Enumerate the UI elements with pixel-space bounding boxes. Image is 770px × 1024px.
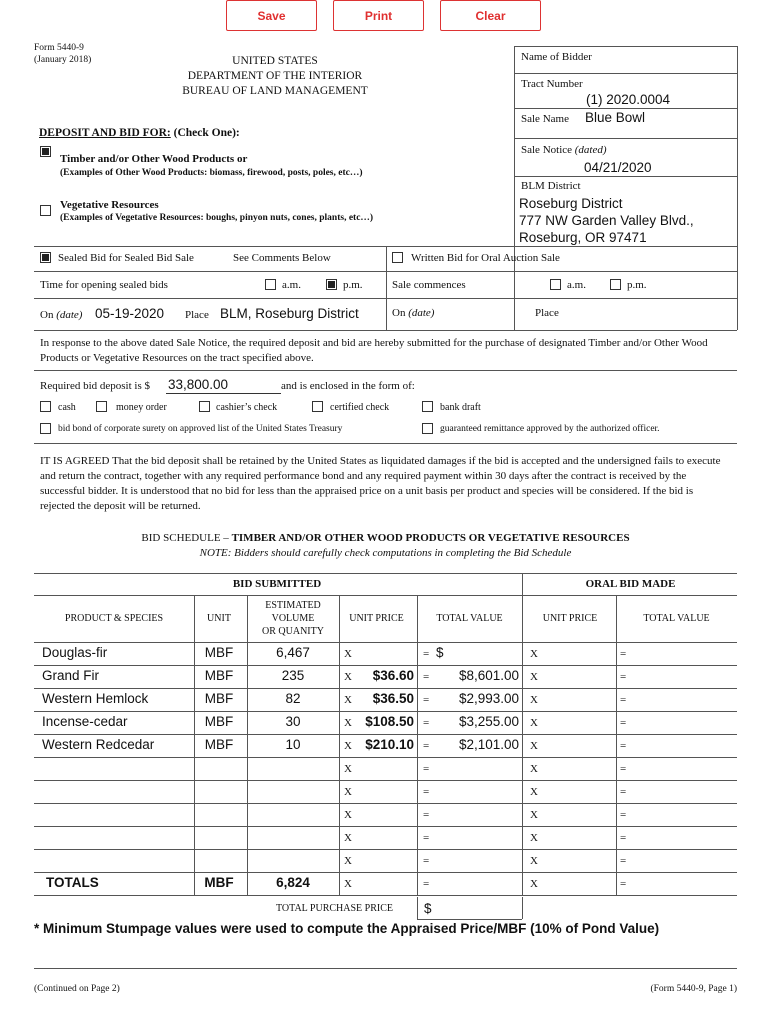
- unit-price-cell[interactable]: $36.60: [372, 668, 414, 683]
- sealed-am-label: a.m.: [282, 279, 301, 291]
- oral-equals-mark: =: [620, 832, 627, 844]
- sealed-am-checkbox[interactable]: [265, 279, 276, 290]
- sale-notice-date-field[interactable]: 04/21/2020: [584, 160, 652, 175]
- schedule-title: BID SCHEDULE – TIMBER AND/OR OTHER WOOD PRODUCTS OR VEGETATIVE RESOURCES: [141, 532, 630, 544]
- sale-commences-label: Sale commences: [392, 279, 466, 291]
- col-oral-unit-price: UNIT PRICE: [542, 613, 598, 624]
- total-purchase-label: TOTAL PURCHASE PRICE: [276, 903, 393, 914]
- sale-notice-label: Sale Notice (dated): [521, 144, 607, 156]
- vegetative-label: Vegetative Resources: [60, 199, 159, 211]
- print-button[interactable]: Print: [333, 0, 424, 31]
- equals-mark: =: [423, 855, 430, 867]
- species-cell[interactable]: Douglas-fir: [42, 645, 108, 660]
- bank-draft-checkbox[interactable]: [422, 401, 433, 412]
- volume-cell[interactable]: 30: [285, 714, 301, 729]
- totals-equals-mark: =: [423, 878, 430, 890]
- page-number: (Form 5440-9, Page 1): [650, 984, 737, 994]
- unit-cell[interactable]: MBF: [204, 668, 234, 683]
- times-mark: X: [344, 740, 352, 752]
- deposit-label-pre: Required bid deposit is $: [40, 380, 150, 392]
- money-order-label: money order: [116, 402, 167, 413]
- written-place-label: Place: [535, 307, 559, 319]
- certified-check-checkbox[interactable]: [312, 401, 323, 412]
- col-oral-total-value: TOTAL VALUE: [643, 613, 710, 624]
- col-volume-2: VOLUME: [271, 613, 315, 624]
- total-value-cell[interactable]: $2,993.00: [458, 691, 519, 706]
- col-unit: UNIT: [207, 613, 231, 624]
- oral-times-mark: X: [530, 717, 538, 729]
- equals-mark: =: [423, 763, 430, 775]
- vegetative-checkbox[interactable]: [40, 205, 51, 216]
- total-value-cell[interactable]: $3,255.00: [458, 714, 519, 729]
- tract-number-field[interactable]: (1) 2020.0004: [586, 92, 671, 107]
- clear-button[interactable]: Clear: [440, 0, 541, 31]
- agency-line-3: BUREAU OF LAND MANAGEMENT: [182, 85, 368, 97]
- oral-times-mark: X: [530, 763, 538, 775]
- col-volume-1: ESTIMATED: [265, 600, 321, 611]
- species-cell[interactable]: Grand Fir: [42, 668, 100, 683]
- times-mark: X: [344, 648, 352, 660]
- written-am-checkbox[interactable]: [550, 279, 561, 290]
- agency-line-2: DEPARTMENT OF THE INTERIOR: [187, 70, 363, 82]
- oral-bid-made-header: ORAL BID MADE: [585, 578, 676, 590]
- oral-times-mark: X: [530, 740, 538, 752]
- unit-cell[interactable]: MBF: [204, 645, 234, 660]
- bid-bond-label: bid bond of corporate surety on approved list of the United States Treasury: [58, 424, 343, 434]
- sale-name-field[interactable]: Blue Bowl: [585, 110, 646, 125]
- response-paragraph: In response to the above dated Sale Notice, the required deposit and bid are hereby submitted for the purchase of designated Timber and/or Other Wood Products or Vegetative Resources on the tract specified above.: [40, 337, 708, 364]
- cash-label: cash: [58, 402, 76, 413]
- col-volume-3: OR QUANITY: [262, 626, 324, 637]
- save-button[interactable]: Save: [226, 0, 317, 31]
- timber-checkbox[interactable]: [40, 146, 51, 157]
- sealed-place-field[interactable]: BLM, Roseburg District: [220, 306, 359, 321]
- totals-oral-equals-mark: =: [620, 878, 627, 890]
- unit-cell[interactable]: MBF: [204, 737, 234, 752]
- species-cell[interactable]: Incense-cedar: [42, 714, 128, 729]
- written-bid-label: Written Bid for Oral Auction Sale: [411, 252, 560, 264]
- sealed-date-field[interactable]: 05-19-2020: [95, 306, 165, 321]
- oral-equals-mark: =: [620, 694, 627, 706]
- agreement-paragraph: IT IS AGREED That the bid deposit shall be retained by the United States as liquidated damages if the bid is accepted and the undersigned fails to execute and return the contract, together with any required performance bond and any required payment within 30 days after the contract is received by the successful bidder. It is understood that no bid for less than the appraised price on a unit basis per product and species will be considered. If the bid is rejected the deposit will be returned.: [40, 455, 721, 512]
- volume-cell[interactable]: 6,467: [276, 645, 310, 660]
- sealed-pm-checkbox[interactable]: [326, 279, 337, 290]
- cashiers-check-label: cashier’s check: [216, 402, 278, 413]
- deposit-for-heading: DEPOSIT AND BID FOR: (Check One):: [39, 127, 240, 139]
- total-value-cell[interactable]: $: [436, 645, 444, 660]
- times-mark: X: [344, 717, 352, 729]
- equals-mark: =: [423, 648, 430, 660]
- oral-times-mark: X: [530, 855, 538, 867]
- times-mark: X: [344, 832, 352, 844]
- oral-times-mark: X: [530, 809, 538, 821]
- equals-mark: =: [423, 694, 430, 706]
- col-total-value: TOTAL VALUE: [436, 613, 503, 624]
- oral-times-mark: X: [530, 694, 538, 706]
- unit-cell[interactable]: MBF: [204, 691, 234, 706]
- times-mark: X: [344, 855, 352, 867]
- total-value-cell[interactable]: $2,101.00: [458, 737, 519, 752]
- bank-draft-label: bank draft: [440, 402, 481, 413]
- unit-price-cell[interactable]: $36.50: [372, 691, 414, 706]
- form-date: (January 2018): [34, 55, 92, 65]
- oral-times-mark: X: [530, 832, 538, 844]
- equals-mark: =: [423, 832, 430, 844]
- times-mark: X: [344, 694, 352, 706]
- timber-label: Timber and/or Other Wood Products or: [60, 153, 248, 165]
- sealed-pm-label: p.m.: [343, 279, 363, 291]
- written-am-label: a.m.: [567, 279, 586, 291]
- oral-equals-mark: =: [620, 648, 627, 660]
- written-on-date-label: On (date): [392, 307, 435, 319]
- see-comments-label: See Comments Below: [233, 252, 331, 264]
- bid-bond-checkbox[interactable]: [40, 423, 51, 434]
- bid-submitted-header: BID SUBMITTED: [232, 578, 322, 590]
- oral-equals-mark: =: [620, 717, 627, 729]
- total-purchase-field[interactable]: $: [424, 901, 432, 916]
- totals-unit: MBF: [204, 875, 234, 890]
- guaranteed-remittance-label: guaranteed remittance approved by the authorized officer.: [440, 424, 660, 434]
- total-value-cell[interactable]: $8,601.00: [458, 668, 519, 683]
- sealed-bid-label: Sealed Bid for Sealed Bid Sale: [58, 252, 194, 264]
- unit-price-cell[interactable]: $108.50: [365, 714, 414, 729]
- times-mark: X: [344, 809, 352, 821]
- times-mark: X: [344, 763, 352, 775]
- oral-times-mark: X: [530, 648, 538, 660]
- volume-cell[interactable]: 10: [285, 737, 301, 752]
- equals-mark: =: [423, 809, 430, 821]
- blm-district-label: BLM District: [521, 180, 581, 192]
- oral-equals-mark: =: [620, 855, 627, 867]
- cash-checkbox[interactable]: [40, 401, 51, 412]
- times-mark: X: [344, 786, 352, 798]
- totals-label: TOTALS: [46, 875, 99, 890]
- written-pm-label: p.m.: [627, 279, 647, 291]
- species-cell[interactable]: Western Hemlock: [42, 691, 149, 706]
- equals-mark: =: [423, 740, 430, 752]
- equals-mark: =: [423, 671, 430, 683]
- district-line-2[interactable]: 777 NW Garden Valley Blvd.,: [519, 213, 694, 228]
- sealed-place-label: Place: [185, 309, 209, 321]
- written-bid-checkbox[interactable]: [392, 252, 403, 263]
- written-pm-checkbox[interactable]: [610, 279, 621, 290]
- footnote: * Minimum Stumpage values were used to compute the Appraised Price/MBF (10% of Pond Value): [34, 921, 660, 936]
- vegetative-examples: (Examples of Vegetative Resources: boughs, pinyon nuts, cones, plants, etc…): [60, 213, 374, 223]
- oral-equals-mark: =: [620, 740, 627, 752]
- oral-equals-mark: =: [620, 763, 627, 775]
- district-line-3[interactable]: Roseburg, OR 97471: [519, 230, 647, 245]
- continued-note: (Continued on Page 2): [34, 984, 120, 994]
- tract-number-label: Tract Number: [521, 78, 583, 90]
- unit-cell[interactable]: MBF: [204, 714, 234, 729]
- timber-examples: (Examples of Other Wood Products: biomass, firewood, posts, poles, etc…): [60, 168, 363, 178]
- deposit-amount-field[interactable]: 33,800.00: [168, 377, 229, 392]
- unit-price-cell[interactable]: $210.10: [365, 737, 414, 752]
- oral-equals-mark: =: [620, 809, 627, 821]
- cashiers-check-checkbox[interactable]: [199, 401, 210, 412]
- time-opening-label: Time for opening sealed bids: [40, 279, 168, 291]
- guaranteed-remittance-checkbox[interactable]: [422, 423, 433, 434]
- totals-oral-times-mark: X: [530, 878, 538, 890]
- sealed-on-date-label: On (date): [40, 309, 83, 321]
- equals-mark: =: [423, 786, 430, 798]
- sealed-bid-checkbox[interactable]: [40, 252, 51, 263]
- col-product-species: PRODUCT & SPECIES: [64, 613, 164, 624]
- totals-volume[interactable]: 6,824: [276, 875, 310, 890]
- money-order-checkbox[interactable]: [96, 401, 107, 412]
- certified-check-label: certified check: [330, 402, 390, 413]
- totals-times-mark: X: [344, 878, 352, 890]
- deposit-label-post: and is enclosed in the form of:: [281, 380, 415, 392]
- volume-cell[interactable]: 235: [281, 668, 305, 683]
- oral-equals-mark: =: [620, 671, 627, 683]
- oral-equals-mark: =: [620, 786, 627, 798]
- district-line-1[interactable]: Roseburg District: [519, 196, 623, 211]
- oral-times-mark: X: [530, 786, 538, 798]
- sale-name-label: Sale Name: [521, 113, 569, 125]
- equals-mark: =: [423, 717, 430, 729]
- agency-line-1: UNITED STATES: [232, 55, 318, 67]
- species-cell[interactable]: Western Redcedar: [42, 737, 155, 752]
- oral-times-mark: X: [530, 671, 538, 683]
- form-number: Form 5440-9: [34, 43, 84, 53]
- col-unit-price: UNIT PRICE: [349, 613, 404, 624]
- schedule-note: NOTE: Bidders should carefully check computations in completing the Bid Schedule: [199, 547, 572, 559]
- bidder-name-label: Name of Bidder: [521, 51, 592, 63]
- times-mark: X: [344, 671, 352, 683]
- volume-cell[interactable]: 82: [285, 691, 301, 706]
